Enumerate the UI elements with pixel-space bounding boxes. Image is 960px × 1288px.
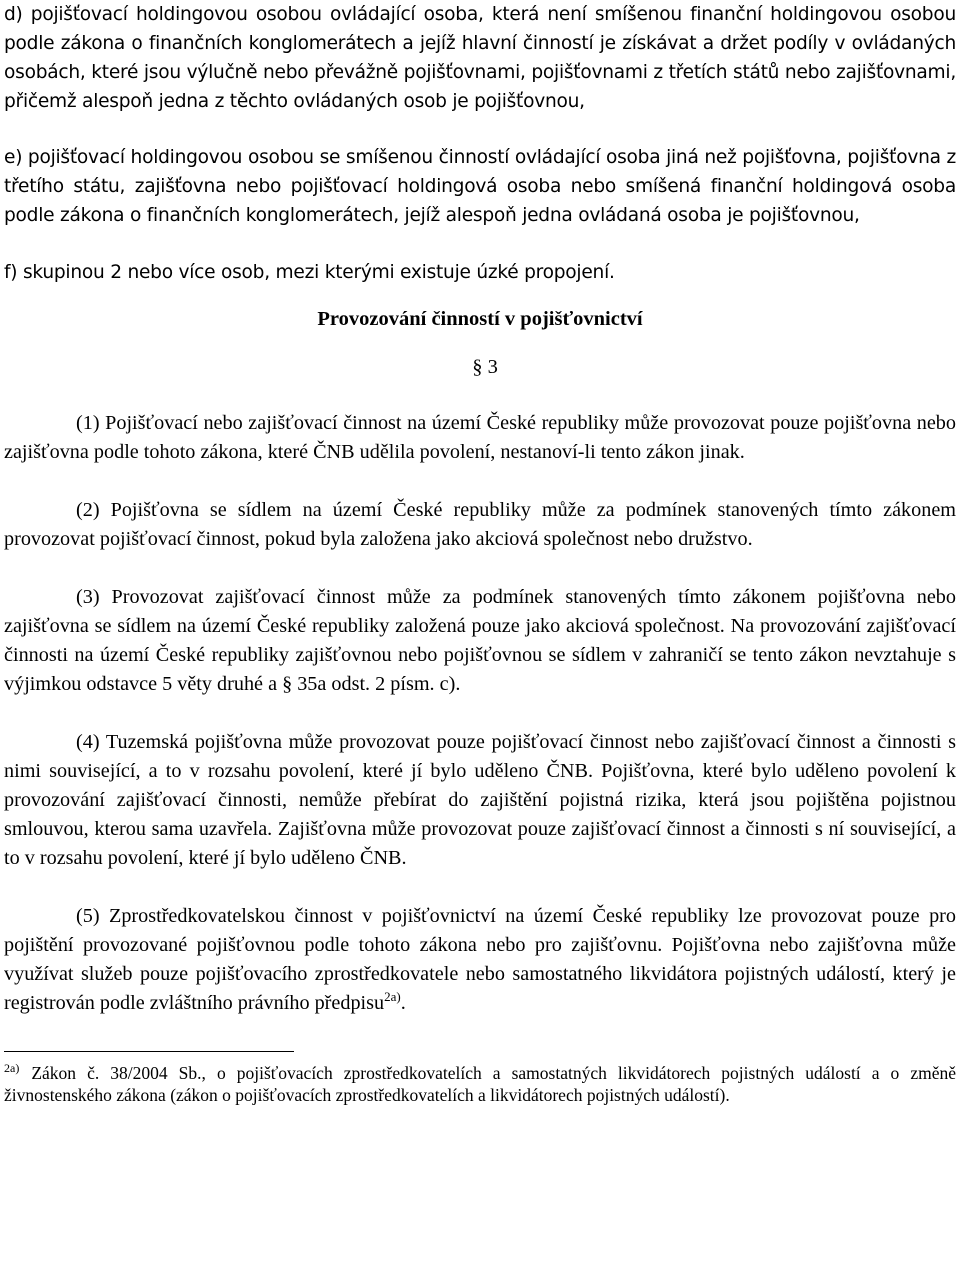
paragraph-1: (1) Pojišťovací nebo zajišťovací činnost na území České republiky může provozovat pouze pojišťovna nebo zajišťovna podle tohoto zákona, které ČNB udělila povolení, nestanoví-li tento zákon jinak. [4, 412, 956, 463]
footnote-reference[interactable]: 2a) [384, 989, 401, 1004]
footnote-separator [4, 1051, 294, 1052]
paragraph-2: (2) Pojišťovna se sídlem na území České republiky může za podmínek stanovených tímto zákonem provozovat pojišťovací činnost, pokud byla založena jako akciová společnost nebo družstvo. [4, 499, 956, 550]
item-d: d) pojišťovací holdingovou osobou ovládající osoba, která není smíšenou finanční holdingovou osobou podle zákona o finančních konglomerátech a jejíž hlavní činností je získávat a držet podíly v ovládaných osobách, které jsou výlučně nebo převážně pojišťovnami, pojišťovnami z třetích států nebo zajišťovnami, přičemž alespoň jedna z těchto ovládaných osob je pojišťovnou, [4, 4, 956, 112]
paragraph-5 [4, 902, 956, 1018]
footnote-mark: 2a) [4, 1061, 20, 1075]
item-f: f) skupinou 2 nebo více osob, mezi kterými existuje úzké propojení. [4, 262, 615, 283]
section-number: § 3 [472, 356, 498, 378]
paragraph-5-end: . [400, 992, 406, 1014]
footnote-text: Zákon č. 38/2004 Sb., o pojišťovacích zprostředkovatelích a samostatných likvidátorech pojistných událostí a o změně živnostenského zákona (zákon o pojišťovacích zprostředkovatelích a likvidátorech pojistných událostí). [4, 1063, 956, 1105]
footnote [4, 1062, 956, 1106]
document-page [4, 0, 956, 1124]
paragraph-3: (3) Provozovat zajišťovací činnost může za podmínek stanovených tímto zákonem pojišťovna nebo zajišťovna se sídlem na území České republiky založená pouze jako akciová společnost. Na provozování zajišťovací činnosti na území České republiky zajišťovnou nebo pojišťovnou se sídlem v zahraničí se tento zákon nevztahuje s výjimkou odstavce 5 věty druhé a § 35a odst. 2 písm. c). [4, 586, 956, 695]
section-title: Provozování činností v pojišťovnictví [317, 308, 643, 330]
item-e: e) pojišťovací holdingovou osobou se smíšenou činností ovládající osoba jiná než pojišťovna, pojišťovna z třetího státu, zajišťovna nebo pojišťovací holdingová osoba nebo smíšená finanční holdingová osoba podle zákona o finančních konglomerátech, jejíž alespoň jedna ovládaná osoba je pojišťovnou, [4, 147, 956, 226]
paragraph-5-text: (5) Zprostředkovatelskou činnost v pojišťovnictví na území České republiky lze provozovat pouze pro pojištění provozované pojišťovnou podle tohoto zákona nebo pro zajišťovnu. Pojišťovna nebo zajišťovna může využívat služeb pouze pojišťovacího zprostředkovatele nebo samostatného likvidátora pojistných událostí, který je registrován podle zvláštního právního předpisu [4, 905, 956, 1014]
paragraph-4: (4) Tuzemská pojišťovna může provozovat pouze pojišťovací činnost nebo zajišťovací činnost a činnosti s nimi související, a to v rozsahu povolení, které jí bylo uděleno ČNB. Pojišťovna, které bylo uděleno povolení k provozování zajišťovací činnosti, nemůže přebírat do zajištění pojistná rizika, která jsou pojištěna pojistnou smlouvou, kterou sama uzavřela. Zajišťovna může provozovat pouze zajišťovací činnost a činnosti s ní související, a to v rozsahu povolení, které jí bylo uděleno ČNB. [4, 731, 956, 869]
